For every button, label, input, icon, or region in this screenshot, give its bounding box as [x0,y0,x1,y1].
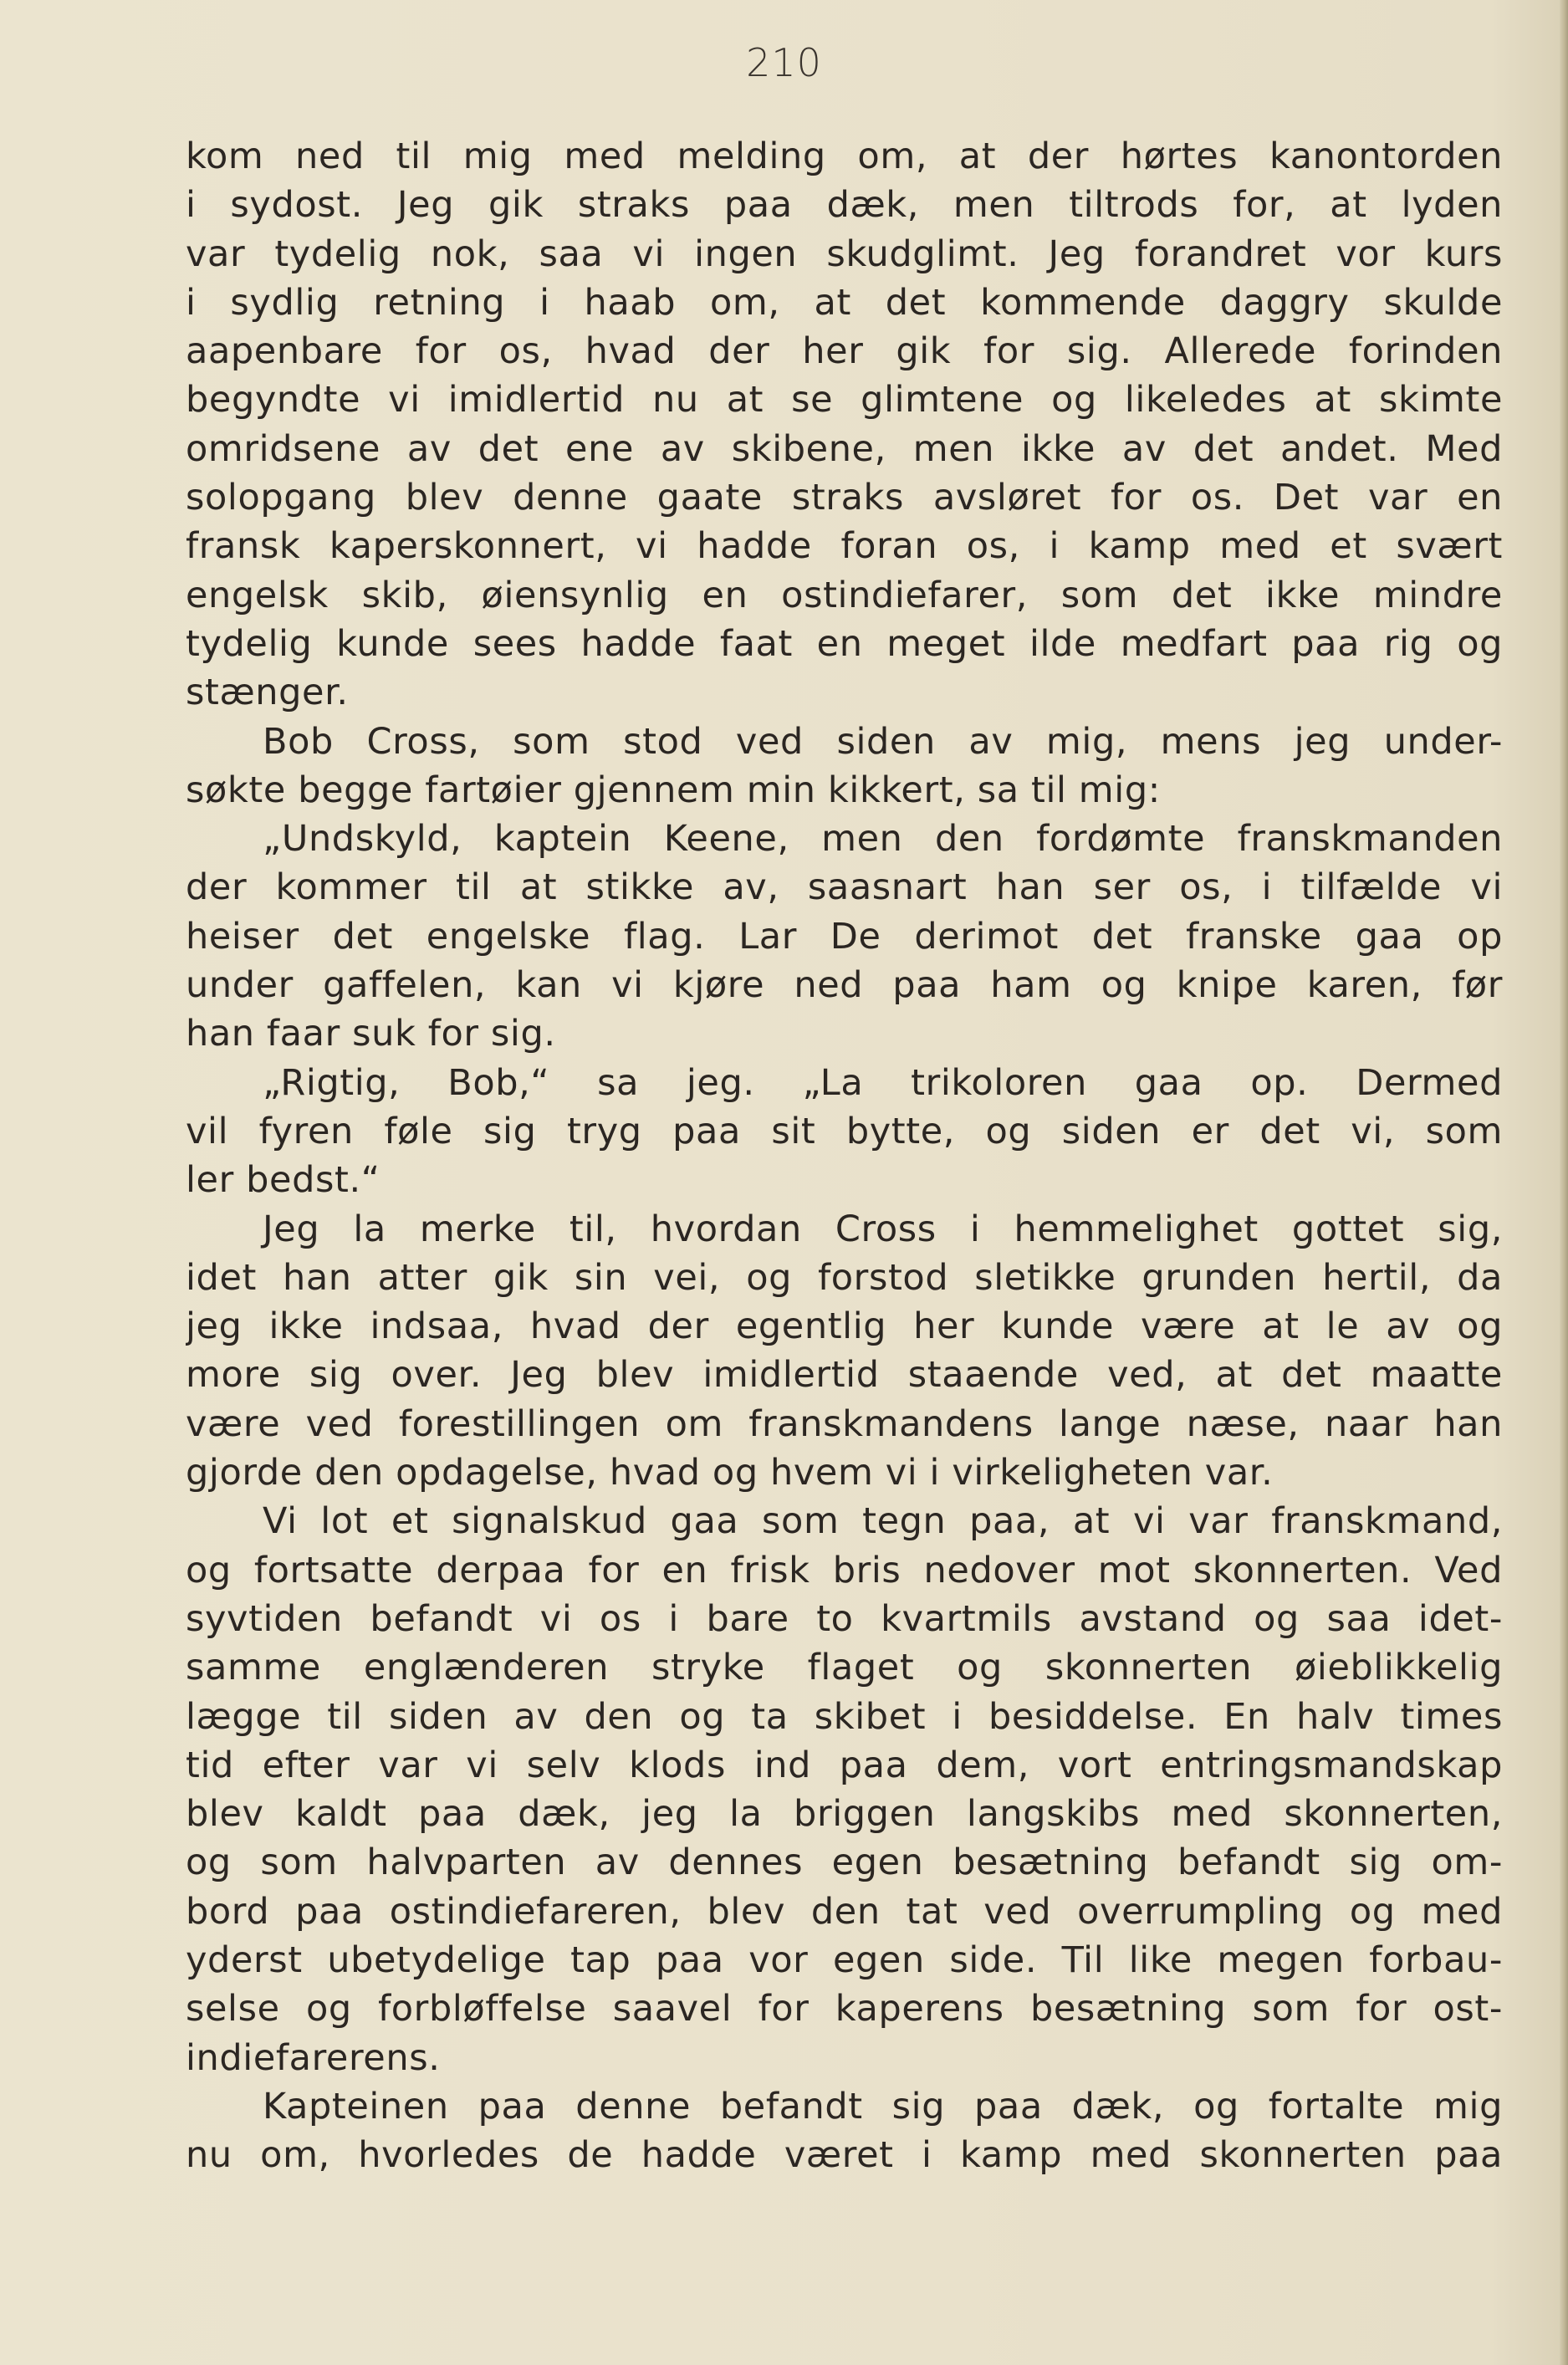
text-line: Kapteinen paa denne befandt sig paa dæk, og fortalte mig [263,2085,1503,2127]
text-line: fransk kaperskonnert, vi hadde foran os, i kamp med et svært [186,525,1503,568]
text-line: idet han atter gik sin vei, og forstod sletikke grunden hertil, da [186,1256,1503,1299]
text-line: „Rigtig, Bob,“ sa jeg. „La trikoloren gaa op. Dermed [263,1061,1503,1104]
text-line: søkte begge fartøier gjennem min kikkert, sa til mig: [186,769,1161,811]
text-line: var tydelig nok, saa vi ingen skudglimt. Jeg forandret vor kurs [186,232,1503,275]
text-line: lægge til siden av den og ta skibet i besiddelse. En halv times [186,1695,1503,1738]
text-line: omridsene av det ene av skibene, men ikke av det andet. Med [186,427,1503,470]
text-line: tid efter var vi selv klods ind paa dem, vort entringsmandskap [186,1744,1503,1786]
text-line: og fortsatte derpaa for en frisk bris nedover mot skonnerten. Ved [186,1549,1503,1591]
text-line: begyndte vi imidlertid nu at se glimtene og likeledes at skimte [186,379,1503,421]
text-line: „Undskyld, kaptein Keene, men den fordømte franskmanden [263,818,1503,861]
text-line: solopgang blev denne gaate straks avsløret for os. Det var en [186,477,1503,519]
text-line: Jeg la merke til, hvordan Cross i hemmelighet gottet sig, [263,1208,1503,1250]
text-line: indiefarerens. [186,2036,441,2079]
text-line: tydelig kunde sees hadde faat en meget ilde medfart paa rig og [186,622,1503,665]
text-line: heiser det engelske flag. Lar De derimot det franske gaa op [186,915,1503,958]
text-line: nu om, hvorledes de hadde været i kamp med skonnerten paa [186,2134,1503,2177]
text-line: selse og forbløffelse saavel for kaperens besætning som for ost- [186,1988,1503,2030]
text-line: gjorde den opdagelse, hvad og hvem vi i virkeligheten var. [186,1452,1274,1494]
page-edge [1560,0,1568,2365]
text-line: og som halvparten av dennes egen besætning befandt sig om- [186,1841,1503,1884]
text-line: være ved forestillingen om franskmandens lange næse, naar han [186,1402,1503,1445]
text-line: jeg ikke indsaa, hvad der egentlig her kunde være at le av og [186,1305,1503,1348]
body-text [186,132,1503,2179]
text-line: vil fyren føle sig tryg paa sit bytte, og siden er det vi, som [186,1110,1503,1152]
text-line: i sydost. Jeg gik straks paa dæk, men tiltrods for, at lyden [186,184,1503,227]
text-line: syvtiden befandt vi os i bare to kvartmils avstand og saa idet- [186,1597,1503,1640]
text-line: under gaffelen, kan vi kjøre ned paa ham og knipe karen, før [186,964,1503,1007]
text-line: engelsk skib, øiensynlig en ostindiefarer, som det ikke mindre [186,574,1503,616]
text-line: bord paa ostindiefareren, blev den tat ved overrumpling og med [186,1890,1503,1933]
text-line: aapenbare for os, hvad der her gik for sig. Allerede forinden [186,330,1503,373]
text-line: blev kaldt paa dæk, jeg la briggen langskibs med skonnerten, [186,1793,1503,1836]
text-line: Bob Cross, som stod ved siden av mig, mens jeg under- [263,720,1503,763]
text-line: kom ned til mig med melding om, at der hørtes kanontorden [186,135,1503,177]
text-line: samme englænderen stryke flaget og skonnerten øieblikkelig [186,1647,1503,1689]
text-line: ler bedst.“ [186,1159,381,1202]
page-number: 210 [746,40,822,85]
text-line: yderst ubetydelige tap paa vor egen side. Til like megen forbau- [186,1938,1503,1981]
text-line: der kommer til at stikke av, saasnart han ser os, i tilfælde vi [186,866,1503,909]
text-line: Vi lot et signalskud gaa som tegn paa, at vi var franskmand, [263,1500,1503,1543]
text-line: more sig over. Jeg blev imidlertid staaende ved, at det maatte [186,1354,1503,1397]
text-line: stænger. [186,672,349,714]
text-line: han faar suk for sig. [186,1013,556,1055]
text-line: i sydlig retning i haab om, at det kommende daggry skulde [186,281,1503,324]
